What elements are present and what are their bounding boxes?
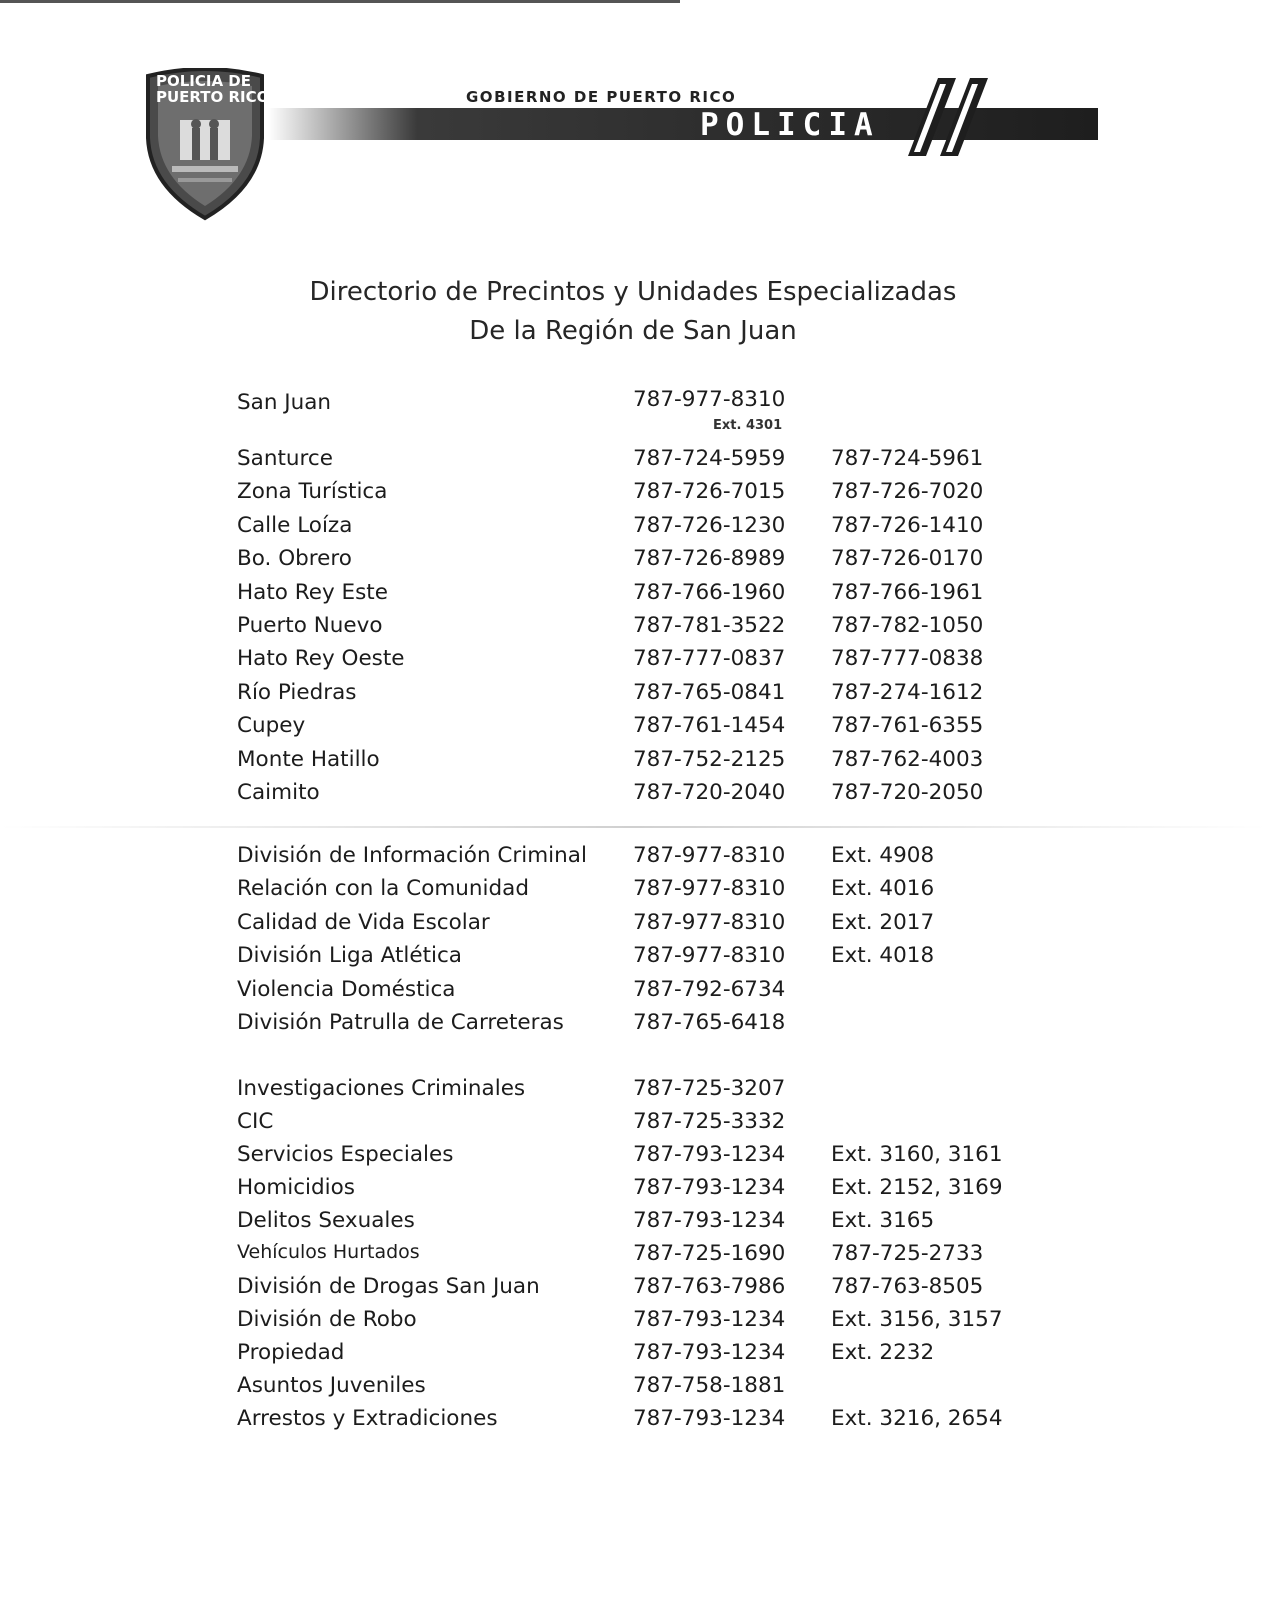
unit-name: Santurce (237, 446, 333, 471)
page-subtitle: De la Región de San Juan (469, 316, 797, 346)
extension: 787-763-8505 (831, 1274, 984, 1299)
header-banner (268, 84, 1098, 174)
list-item (0, 1208, 1266, 1240)
list-item (0, 977, 1266, 1009)
list-item (0, 1076, 1266, 1108)
unit-name: Puerto Nuevo (237, 613, 383, 638)
unit-name: Hato Rey Oeste (237, 646, 405, 672)
phone-number: 787-793-1234 (633, 1406, 786, 1431)
phone-number: 787-781-3522 (633, 613, 786, 638)
unit-name: Propiedad (237, 1340, 345, 1365)
phone-number: 787-725-3332 (633, 1109, 786, 1134)
list-item (0, 646, 1266, 678)
phone-number: 787-761-1454 (633, 713, 786, 739)
list-item (0, 843, 1266, 875)
phone-number: 787-977-8310 (633, 876, 786, 902)
unit-name: Hato Rey Este (237, 579, 388, 605)
phone-number: 787-726-8989 (633, 546, 786, 572)
unit-name: Relación con la Comunidad (237, 876, 529, 902)
unit-name: Homicidios (237, 1175, 356, 1200)
unit-name: División de Drogas San Juan (237, 1274, 540, 1299)
phone-number: 787-758-1881 (633, 1373, 786, 1398)
phone-number: 787-720-2040 (633, 780, 786, 805)
unit-name: Monte Hatillo (237, 746, 380, 772)
list-item (0, 546, 1266, 578)
phone-number-alt: 787-726-7020 (831, 479, 984, 505)
seal-text-line1: POLICIA DE (156, 72, 252, 90)
list-item (0, 1142, 1266, 1174)
phone-number: 787-977-8310 (633, 387, 786, 412)
list-item (0, 513, 1266, 545)
unit-name: Zona Turística (237, 479, 388, 505)
extension: Ext. 3160, 3161 (831, 1142, 1003, 1167)
list-item (0, 580, 1266, 612)
phone-number: 787-977-8310 (633, 843, 786, 868)
phone-number-alt: 787-274-1612 (831, 679, 984, 705)
phone-number: 787-725-1690 (633, 1241, 786, 1266)
unit-name: Bo. Obrero (237, 546, 352, 572)
list-item (0, 680, 1266, 712)
extension: Ext. 3156, 3157 (831, 1307, 1003, 1332)
page-title: Directorio de Precintos y Unidades Especializadas (309, 277, 957, 307)
unit-name: Caimito (237, 780, 320, 805)
phone-number: 787-977-8310 (633, 943, 786, 969)
phone-number: 787-766-1960 (633, 579, 786, 605)
unit-name: Asuntos Juveniles (237, 1373, 426, 1398)
paper-fold-line (0, 826, 1266, 828)
phone-number-alt: 787-761-6355 (831, 713, 984, 739)
phone-number: 787-793-1234 (633, 1340, 786, 1365)
phone-number: 787-765-6418 (633, 1010, 786, 1035)
list-item (0, 747, 1266, 779)
unit-name: División de Robo (237, 1307, 417, 1332)
phone-number: 787-726-1230 (633, 512, 786, 538)
phone-number-alt: 787-726-0170 (831, 546, 984, 572)
phone-number-alt: 787-777-0838 (831, 646, 984, 672)
extension: Ext. 3216, 2654 (831, 1406, 1003, 1431)
extension: Ext. 3165 (831, 1208, 935, 1233)
seal-text-line2: PUERTO RICO (156, 88, 270, 106)
phone-number: 787-763-7986 (633, 1274, 786, 1299)
list-item (0, 876, 1266, 908)
phone-number-alt: 787-726-1410 (831, 512, 984, 538)
extension: Ext. 4301 (713, 418, 783, 433)
unit-name: Calle Loíza (237, 512, 353, 538)
extension: Ext. 4908 (831, 843, 935, 868)
phone-number-alt: 787-766-1961 (831, 579, 984, 605)
list-item (0, 1010, 1266, 1042)
unit-name: Vehículos Hurtados (237, 1241, 420, 1263)
extension: Ext. 4016 (831, 876, 935, 902)
phone-number: 787-793-1234 (633, 1175, 786, 1200)
list-item (0, 1241, 1266, 1273)
phone-number: 787-793-1234 (633, 1142, 786, 1167)
unit-name: División Patrulla de Carreteras (237, 1010, 564, 1035)
unit-name: Servicios Especiales (237, 1142, 454, 1167)
unit-name: División de Información Criminal (237, 843, 587, 868)
phone-number-alt: 787-724-5961 (831, 446, 984, 471)
police-emblem-slash-icon (868, 76, 1018, 162)
phone-number: 787-765-0841 (633, 679, 786, 705)
list-item (0, 1373, 1266, 1405)
list-item (0, 1274, 1266, 1306)
list-item (0, 1406, 1266, 1438)
unit-name: Cupey (237, 713, 306, 739)
list-item (0, 446, 1266, 478)
unit-name: Delitos Sexuales (237, 1208, 415, 1233)
phone-number: 787-752-2125 (633, 746, 786, 772)
list-item (0, 1340, 1266, 1372)
unit-name: CIC (237, 1109, 274, 1134)
phone-number: 787-724-5959 (633, 446, 786, 471)
phone-number: 787-777-0837 (633, 646, 786, 672)
extension: 787-725-2733 (831, 1241, 984, 1266)
list-item (0, 780, 1266, 812)
phone-number: 787-977-8310 (633, 909, 786, 935)
phone-number-alt: 787-762-4003 (831, 746, 984, 772)
phone-number: 787-725-3207 (633, 1076, 786, 1101)
list-item (0, 943, 1266, 975)
phone-number-alt: 787-720-2050 (831, 780, 984, 805)
unit-name: Calidad de Vida Escolar (237, 909, 490, 935)
extension: Ext. 2017 (831, 909, 935, 935)
list-item (0, 713, 1266, 745)
list-item (0, 1109, 1266, 1141)
unit-name: San Juan (237, 390, 332, 415)
extension: Ext. 2232 (831, 1340, 935, 1365)
unit-name: División Liga Atlética (237, 943, 462, 969)
list-item (0, 910, 1266, 942)
list-item (0, 613, 1266, 645)
unit-name: Violencia Doméstica (237, 976, 456, 1002)
list-item (0, 1307, 1266, 1339)
unit-name: Río Piedras (237, 679, 357, 705)
phone-number: 787-793-1234 (633, 1208, 786, 1233)
extension: Ext. 4018 (831, 943, 935, 969)
top-rule (0, 0, 680, 3)
phone-number-alt: 787-782-1050 (831, 613, 984, 638)
agency-name: POLICIA (700, 107, 880, 143)
list-item (0, 479, 1266, 511)
phone-number: 787-793-1234 (633, 1307, 786, 1332)
phone-number: 787-726-7015 (633, 479, 786, 505)
main-row (0, 387, 1266, 422)
phone-number: 787-792-6734 (633, 976, 786, 1002)
unit-name: Arrestos y Extradiciones (237, 1406, 498, 1431)
unit-name: Investigaciones Criminales (237, 1076, 526, 1101)
government-name: GOBIERNO DE PUERTO RICO (466, 88, 737, 106)
list-item (0, 1175, 1266, 1207)
extension: Ext. 2152, 3169 (831, 1175, 1003, 1200)
police-seal-logo (140, 68, 270, 224)
